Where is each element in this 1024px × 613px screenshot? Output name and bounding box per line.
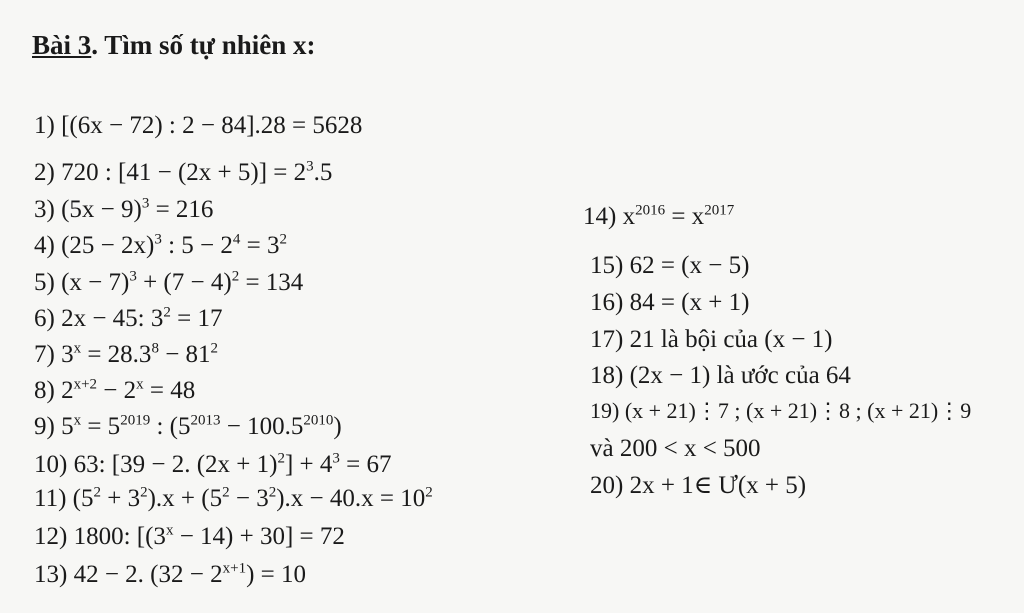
exercise-expression: 2x − 45: $3^2 = 17$ [61,304,223,332]
exercise-expression: $3^x = 28.3^8 - 81^2$ [61,340,219,368]
exercise-5 [34,270,303,295]
exercise-expression: 62 = (x − 5) [629,252,750,279]
exercise-20 [590,473,806,498]
exercise-10 [34,452,392,477]
exercise-instruction: . Tìm số tự nhiên x: [91,30,316,60]
exercise-3 [34,197,213,222]
exercise-number: 12) [34,523,74,550]
exercise-18 [590,363,851,388]
exercise-label: Bài 3 [32,30,92,60]
exercise-19-condition [590,436,761,461]
exercise-expression: 42 − 2. $(32 - 2^{x+1}) = 10$ [73,560,307,588]
exercise-expression: $2^{x+2} - 2^x = 48$ [61,376,196,404]
exercise-expression: $(x - 7)^3 + (7 - 4)^2 = 134$ [61,268,304,296]
exercise-expression: $x^{2016} = x^{2017}$ [622,202,735,230]
exercise-11 [34,486,433,511]
exercise-8 [34,378,195,403]
exercise-number: 20) [590,472,630,499]
exercise-number: 5) [34,269,62,296]
exercise-expression: 1800: $[(3^x - 14) + 30] = 72$ [73,522,345,550]
exercise-14 [583,204,734,229]
exercise-number: 18) [590,362,630,389]
exercise-expression: $(5^2 + 3^2).x + (5^2 - 3^2).x - 40.x = 10^2$ [72,484,433,512]
exercise-7 [34,342,218,367]
exercise-number: 11) [34,485,73,512]
exercise-expression: 84 = (x + 1) [629,289,750,316]
exercise-title [32,30,316,61]
exercise-expression: 21 là bội của (x − 1) [629,326,833,353]
exercise-expression: $(5x - 9)^3 = 216$ [61,195,214,223]
exercise-19 [590,400,971,422]
exercise-number: 6) [34,305,62,332]
exercise-9 [34,414,342,439]
exercise-number: 16) [590,289,630,316]
exercise-15 [590,253,749,278]
exercise-12 [34,524,345,549]
exercise-number: 10) [34,451,74,478]
exercise-number: 15) [590,252,630,279]
exercise-number: 4) [34,232,62,259]
exercise-17 [590,327,833,352]
exercise-expression: 720 : $[41 - (2x + 5)] = 2^3.5$ [61,158,333,186]
exercise-expression: [(6x − 72) : 2 − 84].28 = 5628 [61,112,363,139]
exercise-number: 14) [583,203,623,230]
exercise-number: 1) [34,112,62,139]
exercise-expression: (x + 21)⋮7 ; (x + 21)⋮8 ; (x + 21)⋮9 [624,398,972,423]
exercise-number: 13) [34,561,74,588]
exercise-number: 3) [34,196,62,223]
exercise-expression: $(25 - 2x)^3$ : $5 - 2^4 = 3^2$ [61,231,287,259]
exercise-number: 9) [34,413,62,440]
exercise-number: 7) [34,341,62,368]
exercise-6 [34,306,222,331]
exercise-number: 2) [34,159,62,186]
exercise-16 [590,290,749,315]
exercise-number: 19) [590,398,625,423]
exercise-expression: 63: [39 − 2. $(2x + 1)^2] + 4^3 = 67$ [73,450,392,478]
exercise-expression: 2x + 1∈ Ư(x + 5) [629,472,807,499]
exercise-expression: $5^x = 5^{2019}$ : $(5^{2013} - 100.5^{2010})$ [61,412,342,440]
exercise-2 [34,160,332,185]
exercise-13 [34,562,306,587]
exercise-number: 8) [34,377,62,404]
exercise-number: 17) [590,326,630,353]
exercise-1 [34,113,362,138]
exercise-expression: (2x − 1) là ước của 64 [629,362,851,389]
exercise-expression: và 200 < x < 500 [590,435,761,462]
exercise-4 [34,233,287,258]
